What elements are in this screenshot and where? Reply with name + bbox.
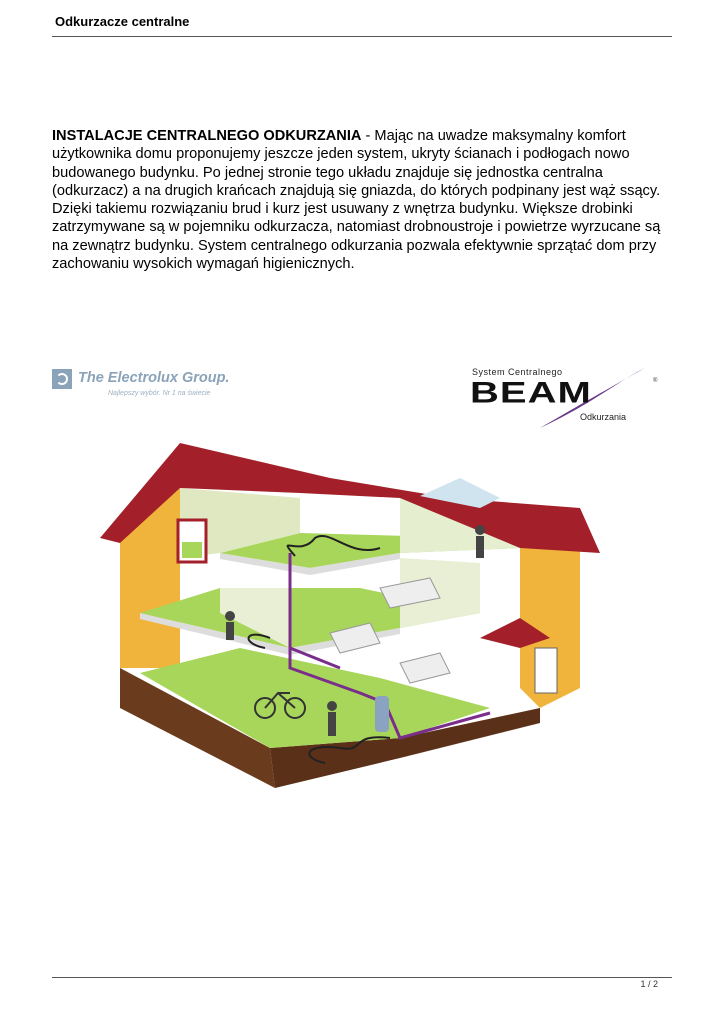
beam-main-text: BEAM <box>470 376 592 409</box>
beam-registered-mark: ® <box>653 378 658 384</box>
intro-body: - Mając na uwadze maksymalny komfort użytkownika domu proponujemy jeszcze jeden system, ukryty ścianach i podłogach nowo budowanego budynku. Po jednej stronie tego układu znajduje się jednostka centralna (odkurzacz) a na drugich krańcach znajdują się gniazda, do których podpinany jest wąż ssący. Dzięki takiemu rozwiązaniu brud i kurz jest usuwany z wnętrza budynku. Większe drobinki zatrzymywane są w pojemniku odkurzacza, natomiast drobnoustroje i powietrze wyrzucane są na zewnątrz budynku. System centralnego odkurzania pozwala efektywnie sprzątać dom przy zachowaniu wysokich wymagań higienicznych. <box>52 128 661 273</box>
intro-paragraph <box>52 127 677 273</box>
page-header-title: Odkurzacze centralne <box>55 14 190 29</box>
electrolux-name: The Electrolux Group. <box>78 370 230 386</box>
beam-logo <box>470 360 670 430</box>
person-upstairs <box>475 525 485 558</box>
person-ground <box>327 701 337 736</box>
page-number: 1 / 2 <box>640 979 658 989</box>
footer-divider <box>52 977 672 978</box>
electrolux-mark-icon <box>52 369 72 389</box>
header-divider <box>52 36 672 37</box>
central-vacuum-unit <box>375 696 389 732</box>
person-middle <box>225 611 235 640</box>
house-cutaway-illustration <box>100 438 600 798</box>
electrolux-logo <box>52 366 252 406</box>
intro-lead: INSTALACJE CENTRALNEGO ODKURZANIA <box>52 128 362 144</box>
beam-bottom-text: Odkurzania <box>580 412 627 422</box>
beam-top-text: System Centralnego <box>472 367 563 377</box>
electrolux-tagline: Najlepszy wybór. Nr 1 na świecie <box>108 390 211 397</box>
porch-door <box>535 648 557 693</box>
